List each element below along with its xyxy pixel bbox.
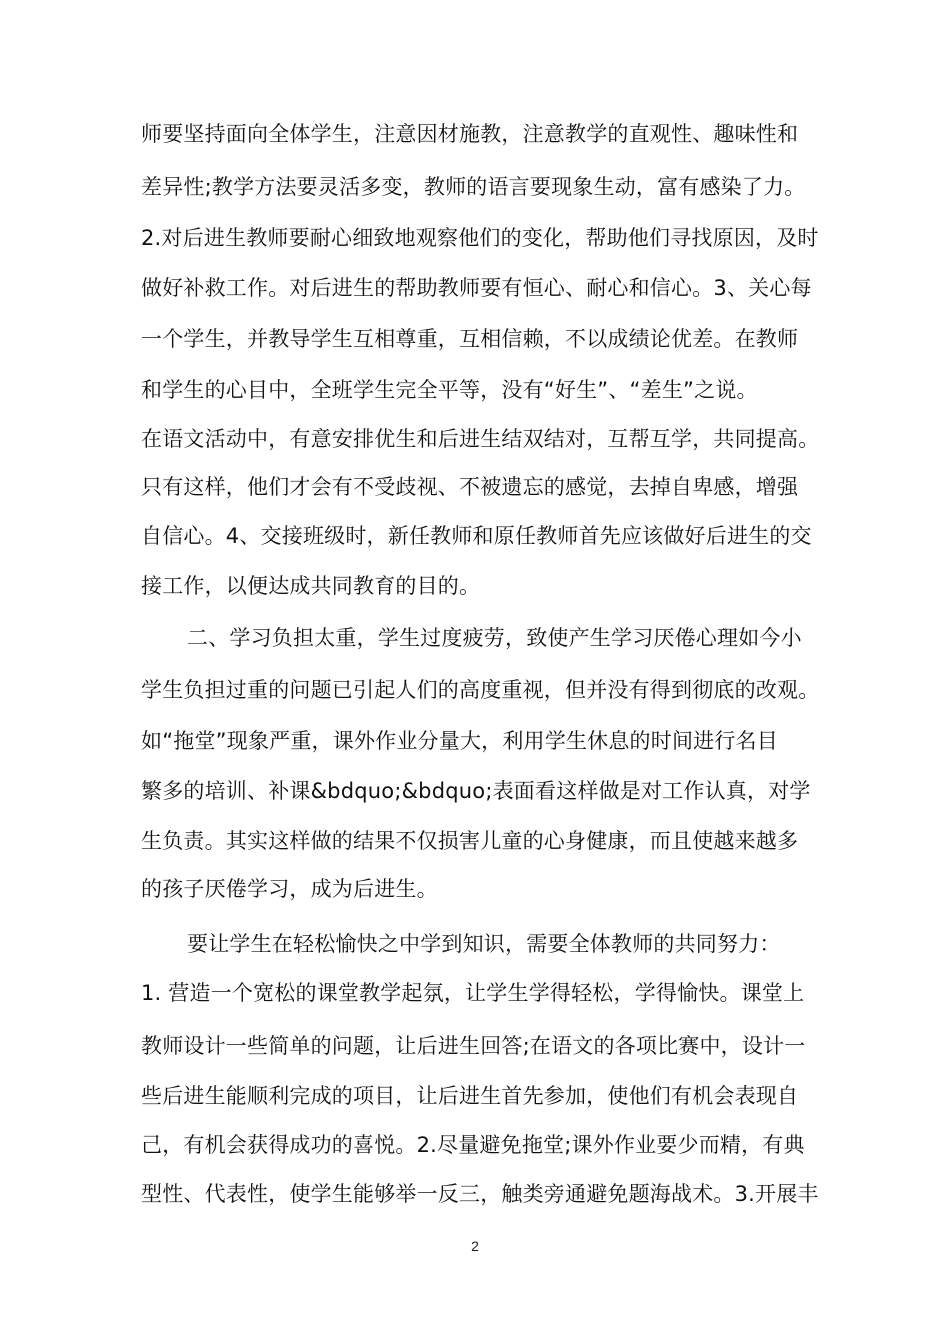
text-line: 型性、代表性，使学生能够举一反三，触类旁通避免题海战术。3.开展丰 (141, 1182, 819, 1206)
text-line: 己，有机会获得成功的喜悦。2.尽量避免拖堂;课外作业要少而精，有典 (141, 1133, 805, 1157)
text-line: 只有这样，他们才会有不受歧视、不被遗忘的感觉，去掉自卑感，增强 (141, 475, 799, 499)
text-line: 一个学生，并教导学生互相尊重，互相信赖，不以成绩论优差。在教师 (141, 327, 799, 351)
paragraph-first-line: 二、学习负担太重，学生过度疲劳，致使产生学习厌倦心理如今小 (187, 626, 802, 650)
text-line: 教师设计一些简单的问题，让后进生回答;在语文的各项比赛中，设计一 (141, 1034, 806, 1058)
text-line: 差异性;教学方法要灵活多变，教师的语言要现象生动，富有感染了力。 (141, 175, 806, 199)
text-line: 生负责。其实这样做的结果不仅损害儿童的心身健康，而且使越来越多 (141, 829, 799, 853)
text-line: 学生负担过重的问题已引起人们的高度重视，但并没有得到彻底的改观。 (141, 678, 820, 702)
text-line: 在语文活动中，有意安排优生和后进生结双结对，互帮互学，共同提高。 (141, 427, 820, 451)
text-line: 的孩子厌倦学习，成为后进生。 (141, 877, 438, 901)
paragraph-first-line: 要让学生在轻松愉快之中学到知识，需要全体教师的共同努力： (187, 932, 781, 956)
text-line: 如“拖堂”现象严重，课外作业分量大，利用学生休息的时间进行名目 (141, 729, 778, 753)
page-number: 2 (471, 1238, 479, 1254)
text-line: 2.对后进生教师要耐心细致地观察他们的变化，帮助他们寻找原因，及时 (141, 226, 819, 250)
text-line: 和学生的心目中，全班学生完全平等，没有“好生”、“差生”之说。 (141, 378, 758, 402)
text-line: 1. 营造一个宽松的课堂教学起氛，让学生学得轻松，学得愉快。课堂上 (141, 981, 805, 1005)
text-line: 繁多的培训、补课&bdquo;&bdquo;表面看这样做是对工作认真，对学 (141, 779, 811, 803)
text-line: 做好补救工作。对后进生的帮助教师要有恒心、耐心和信心。3、关心每 (141, 276, 812, 300)
text-line: 师要坚持面向全体学生，注意因材施教，注意教学的直观性、趣味性和 (141, 122, 799, 146)
text-line: 自信心。4、交接班级时，新任教师和原任教师首先应该做好后进生的交 (141, 524, 812, 548)
text-line: 接工作，以便达成共同教育的目的。 (141, 574, 481, 598)
text-line: 些后进生能顺利完成的项目，让后进生首先参加，使他们有机会表现自 (141, 1084, 799, 1108)
